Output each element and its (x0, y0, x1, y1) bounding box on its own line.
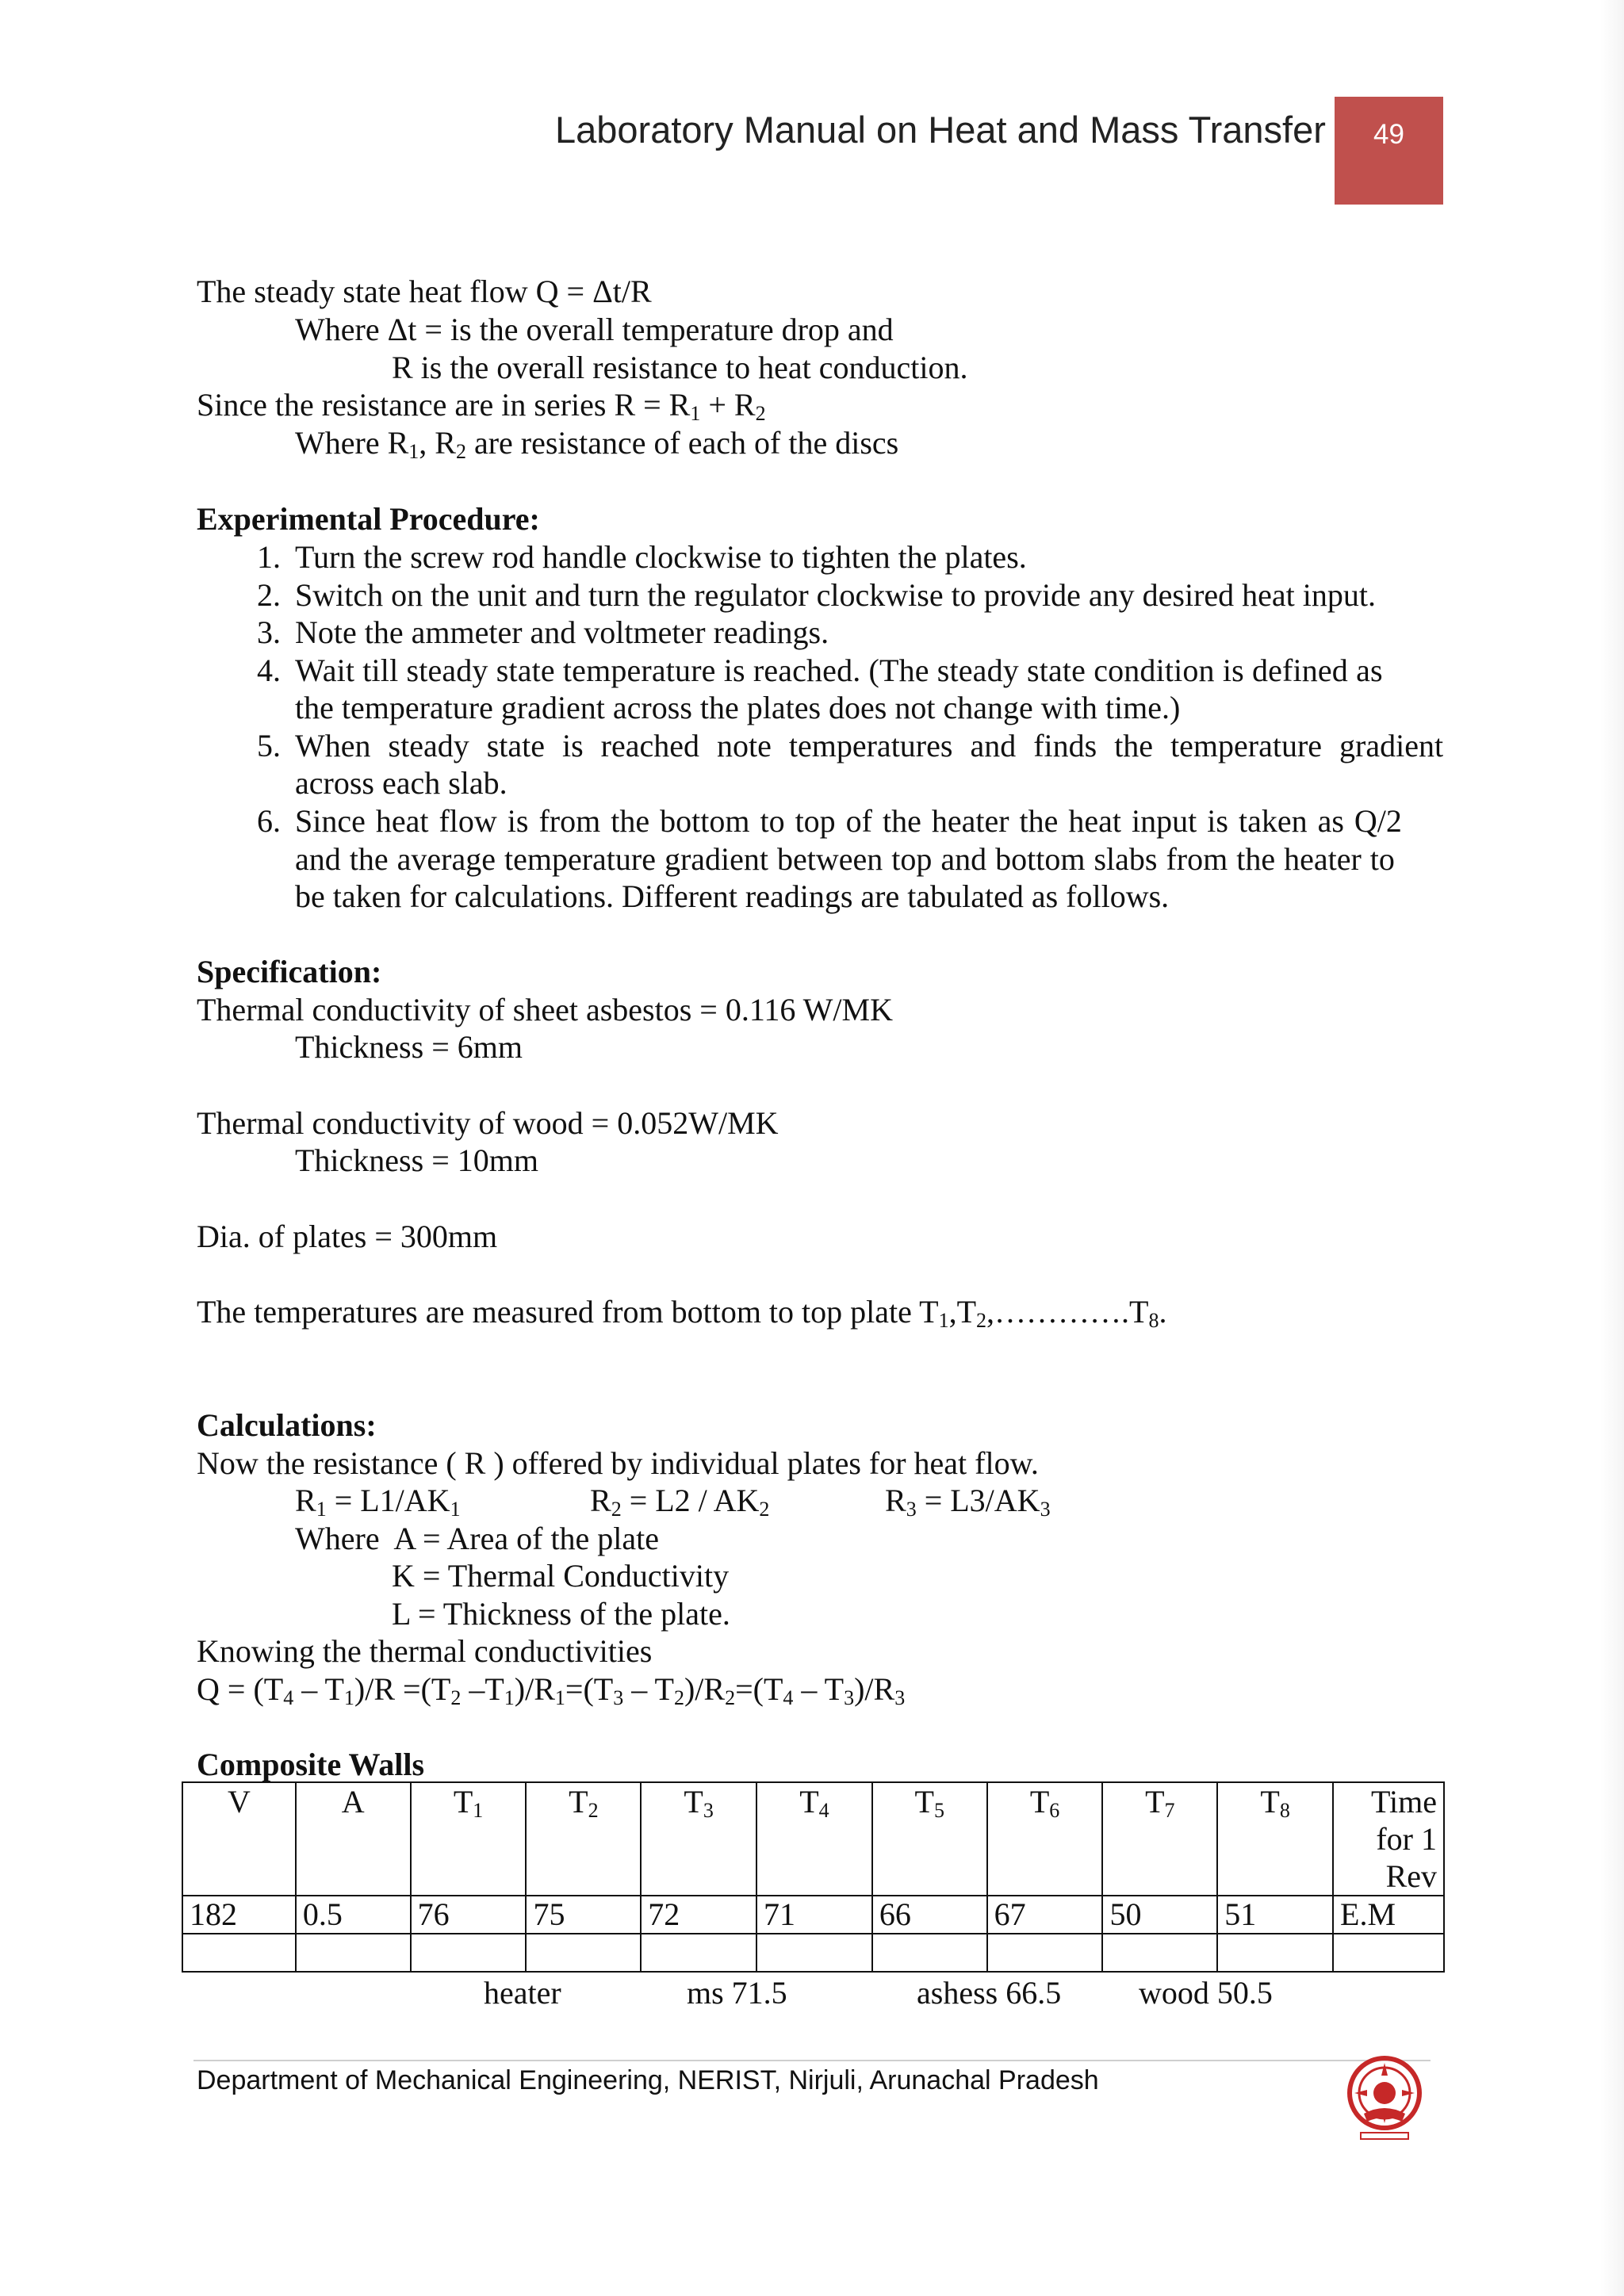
plate-diameter: Dia. of plates = 300mm (197, 1219, 498, 1254)
step-text: Switch on the unit and turn the regulator clockwise to provide any desired heat input. (295, 577, 1376, 613)
footer-department: Department of Mechanical Engineering, NERIST, Nirjuli, Arunachal Pradesh (197, 2065, 1099, 2095)
table-cell: 182 (182, 1896, 296, 1934)
page-edge-shadow (1600, 0, 1624, 2296)
col-header-time (1333, 1782, 1444, 1896)
r2-formula: $R_2 = L2 / AK_2$ (590, 1483, 770, 1521)
col-header-t4: $T_4$ (756, 1782, 872, 1896)
table-cell: 51 (1217, 1896, 1333, 1934)
table-cell: E.M (1333, 1896, 1444, 1934)
step-text: Turn the screw rod handle clockwise to tighten the plates. (295, 539, 1027, 575)
time-header-line: Time (1370, 1784, 1437, 1820)
specification-heading: Specification: (197, 954, 382, 989)
time-header-line: Rev (1385, 1858, 1437, 1894)
table-header-row (182, 1782, 1444, 1896)
table-cell (1333, 1934, 1444, 1972)
table-cell (1217, 1934, 1333, 1972)
step-number: 1. (257, 539, 281, 575)
series-resistance-line: Since the resistance are in series $R = R_1 + R_2$ (197, 387, 766, 425)
average-ashess-value: ashess 66.5 (917, 1975, 1062, 2011)
average-wood-value: wood 50.5 (1139, 1975, 1273, 2011)
conductivity-definition: K = Thermal Conductivity (392, 1558, 730, 1594)
step-text: Note the ammeter and voltmeter readings. (295, 614, 829, 650)
r-definition: R is the overall resistance to heat conduction. (392, 350, 968, 385)
col-header-t3: $T_3$ (641, 1782, 756, 1896)
table-cell: 71 (756, 1896, 872, 1934)
page-header-title: Laboratory Manual on Heat and Mass Transfer (555, 109, 1326, 151)
col-header-v: V (182, 1782, 296, 1896)
asbestos-thickness: Thickness = 6mm (295, 1029, 523, 1065)
step-number: 2. (257, 577, 281, 613)
col-header-t6: $T_6$ (987, 1782, 1103, 1896)
step-text: Wait till steady state temperature is reached. (The steady state condition is defined as (295, 652, 1383, 688)
table-cell: 67 (987, 1896, 1103, 1934)
table-cell (526, 1934, 641, 1972)
step-text: When steady state is reached note temperatures and finds the temperature gradient (295, 728, 1444, 763)
time-header-line: for 1 (1376, 1821, 1437, 1857)
procedure-heading: Experimental Procedure: (197, 501, 540, 537)
calculations-intro: Now the resistance ( R ) offered by individual plates for heat flow. (197, 1445, 1039, 1481)
disc-resistance-line: Where $R_1$, $R_2$ are resistance of each of the discs (295, 425, 899, 463)
col-header-t7: $T_7$ (1102, 1782, 1217, 1896)
nerist-emblem-icon (1346, 2055, 1423, 2142)
heat-flow-formula-line: The steady state heat flow Q = Δt/R (197, 274, 652, 309)
table-cell (1102, 1934, 1217, 1972)
area-definition: Where A = Area of the plate (295, 1521, 660, 1556)
step-text: Since heat flow is from the bottom to top of the heater the heat input is taken as Q/2 (295, 803, 1402, 839)
calculations-heading: Calculations: (197, 1407, 377, 1443)
table-cell (641, 1934, 756, 1972)
composite-walls-table (182, 1781, 1445, 1973)
step-number: 3. (257, 614, 281, 650)
step-number: 6. (257, 803, 281, 839)
table-row (182, 1896, 1444, 1934)
table-cell: 75 (526, 1896, 641, 1934)
step-text-continued: and the average temperature gradient between top and bottom slabs from the heater to (295, 841, 1395, 877)
step-number: 5. (257, 728, 281, 763)
table-cell (182, 1934, 296, 1972)
step-text-continued: across each slab. (295, 765, 508, 801)
average-ms-value: ms 71.5 (687, 1975, 787, 2011)
table-title: Composite Walls (197, 1747, 425, 1782)
step-number: 4. (257, 652, 281, 688)
r1-formula: $R_1 = L1/AK_1$ (295, 1483, 461, 1521)
step-text-continued: the temperature gradient across the plates does not change with time.) (295, 690, 1181, 725)
col-header-t2: $T_2$ (526, 1782, 641, 1896)
col-header-t8: $T_8$ (1217, 1782, 1333, 1896)
footer-divider (193, 2060, 1431, 2061)
delta-t-definition: Where Δt = is the overall temperature drop and (295, 312, 894, 347)
table-cell (987, 1934, 1103, 1972)
table-cell: 0.5 (296, 1896, 411, 1934)
table-cell (296, 1934, 411, 1972)
average-heater-label: heater (484, 1975, 561, 2011)
knowing-line: Knowing the thermal conductivities (197, 1633, 653, 1669)
table-cell (872, 1934, 987, 1972)
table-cell: 50 (1102, 1896, 1217, 1934)
wood-thickness: Thickness = 10mm (295, 1142, 538, 1178)
table-cell (411, 1934, 527, 1972)
r3-formula: $R_3 = L3/AK_3$ (885, 1483, 1051, 1521)
col-header-t5: $T_5$ (872, 1782, 987, 1896)
col-header-t1: $T_1$ (411, 1782, 527, 1896)
table-cell: 76 (411, 1896, 527, 1934)
col-header-a: A (296, 1782, 411, 1896)
table-cell: 72 (641, 1896, 756, 1934)
table-row (182, 1934, 1444, 1972)
step-text-continued: be taken for calculations. Different readings are tabulated as follows. (295, 878, 1170, 914)
thickness-definition: L = Thickness of the plate. (392, 1596, 730, 1632)
table-cell: 66 (872, 1896, 987, 1934)
table-cell (756, 1934, 872, 1972)
page-number-badge: 49 (1335, 97, 1443, 205)
wood-conductivity: Thermal conductivity of wood = 0.052W/MK (197, 1105, 779, 1141)
q-equation: $Q = (T_4 - T_1)/R =(T_2$ $-T_1)/R_1=(T_3 - T_2)/R_2=(T_4 - T_3)/R_3$ (197, 1671, 906, 1709)
asbestos-conductivity: Thermal conductivity of sheet asbestos = 0.116 W/MK (197, 992, 893, 1027)
temperature-measurement-note: The temperatures are measured from bottom to top plate $T_1,T_2,\dots\dots\dots\dots.T_8$. (197, 1294, 1167, 1332)
